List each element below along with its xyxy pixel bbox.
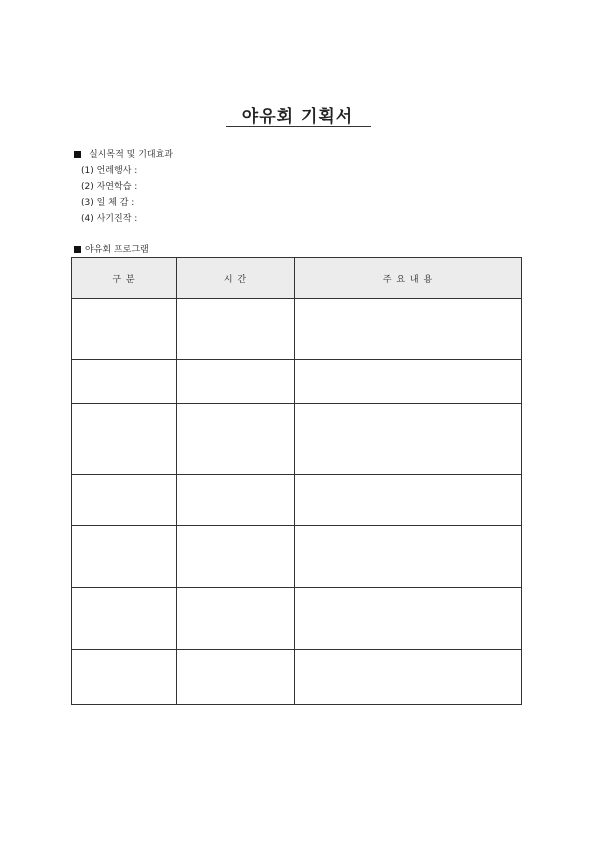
square-bullet-icon (74, 246, 81, 253)
table-cell[interactable] (72, 360, 177, 404)
table-cell[interactable] (295, 360, 522, 404)
table-cell[interactable] (177, 650, 295, 705)
table-cell[interactable] (295, 588, 522, 650)
column-header-content: 주 요 내 용 (295, 258, 522, 299)
table-cell[interactable] (177, 299, 295, 360)
title-underline (226, 126, 371, 127)
table-cell[interactable] (72, 650, 177, 705)
table-cell[interactable] (177, 360, 295, 404)
section-heading-text: 야유회 프로그램 (85, 245, 149, 255)
column-header-time: 시 간 (177, 258, 295, 299)
column-header-category: 구 분 (72, 258, 177, 299)
section-heading-purpose (74, 147, 173, 160)
section-heading-program (74, 242, 149, 255)
square-bullet-icon (74, 151, 81, 158)
table-cell[interactable] (177, 404, 295, 475)
table-cell[interactable] (295, 526, 522, 588)
table-cell[interactable] (72, 588, 177, 650)
table-cell[interactable] (177, 526, 295, 588)
table-row (72, 404, 522, 475)
table-cell[interactable] (295, 650, 522, 705)
table-cell[interactable] (72, 404, 177, 475)
list-item: (4) 사기진작 : (81, 214, 138, 224)
program-table (71, 257, 522, 705)
section-heading-text: 실시목적 및 기대효과 (89, 150, 173, 160)
document-title: 야유회 기획서 (241, 107, 354, 127)
list-item: (2) 자연학습 : (81, 182, 138, 192)
table-row (72, 588, 522, 650)
table-row (72, 650, 522, 705)
table-row (72, 360, 522, 404)
table-row (72, 299, 522, 360)
list-item: (1) 언레행사 : (81, 166, 138, 176)
table-cell[interactable] (295, 404, 522, 475)
table-cell[interactable] (177, 588, 295, 650)
table-row (72, 475, 522, 526)
table-row (72, 526, 522, 588)
list-item: (3) 일 체 감 : (81, 198, 135, 208)
table-header-row (72, 258, 522, 299)
table-cell[interactable] (295, 475, 522, 526)
table-cell[interactable] (295, 299, 522, 360)
table-cell[interactable] (72, 526, 177, 588)
table-cell[interactable] (72, 475, 177, 526)
table-cell[interactable] (72, 299, 177, 360)
table-cell[interactable] (177, 475, 295, 526)
